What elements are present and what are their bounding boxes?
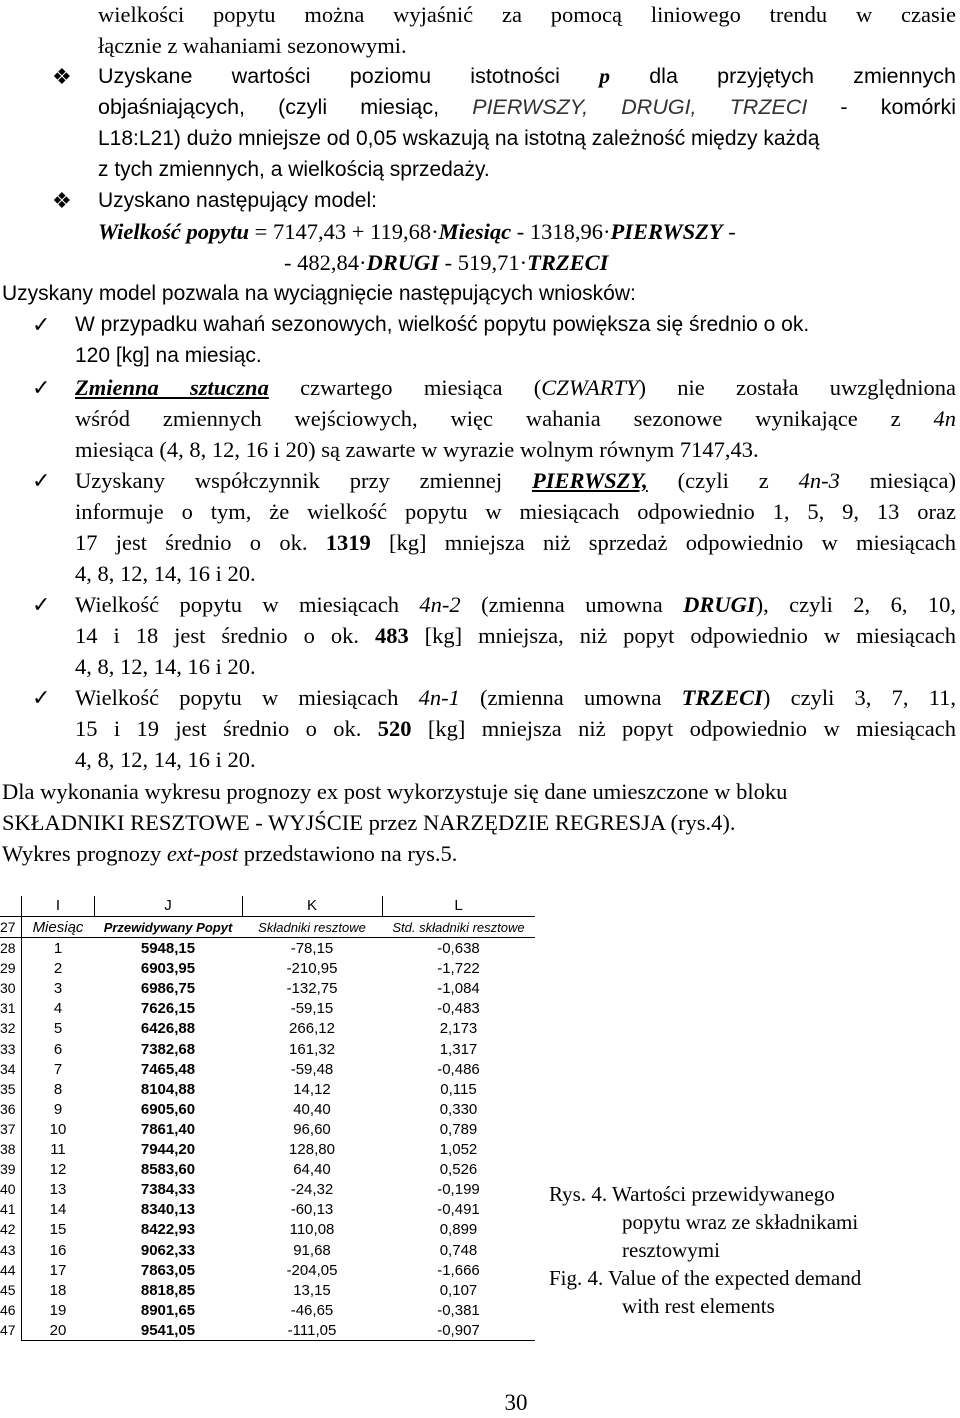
checkmark-icon: ✓ xyxy=(32,312,51,337)
final-paragraph-line: SKŁADNIKI RESZTOWE - WYJŚCIE przez NARZĘDZIE REGRESJA (rys.4). xyxy=(2,810,736,835)
cell-month: 6 xyxy=(53,1040,63,1058)
table-row xyxy=(0,1260,535,1281)
header-month: Miesiąc xyxy=(32,919,84,936)
cell-std-residual: 0,748 xyxy=(439,1241,478,1259)
cell-residual: -59,48 xyxy=(290,1060,334,1078)
table-row xyxy=(0,958,535,979)
cell-month: 4 xyxy=(53,1000,63,1018)
check-line: miesiąca (4, 8, 12, 16 i 20) są zawarte w wyrazie wolnym równym 7147,43. xyxy=(75,437,759,462)
checkmark-icon: ✓ xyxy=(32,375,51,400)
paragraph-line: wielkości popytu można wyjaśnić za pomocą liniowego trendu w czasie xyxy=(98,2,956,27)
cell-residual: 13,15 xyxy=(293,1281,331,1299)
spreadsheet-figure xyxy=(0,896,535,1341)
cell-month: 18 xyxy=(49,1281,67,1299)
cell-std-residual: -0,638 xyxy=(437,940,480,957)
cell-predicted-demand: 7626,15 xyxy=(140,1000,196,1018)
bullet-line: objaśniających, (czyli miesiąc, PIERWSZY, DRUGI, TRZECI - komórki xyxy=(98,95,956,119)
cell-month: 20 xyxy=(49,1321,67,1339)
cell-residual: -59,15 xyxy=(290,1000,334,1018)
caption-pl: resztowymi xyxy=(622,1238,720,1262)
row-number: 28 xyxy=(0,940,16,956)
cell-predicted-demand: 5948,15 xyxy=(140,940,196,957)
cell-predicted-demand: 7384,33 xyxy=(140,1181,196,1199)
cell-predicted-demand: 6905,60 xyxy=(140,1100,196,1118)
table-row xyxy=(0,978,535,999)
row-number: 39 xyxy=(0,1161,16,1178)
row-number: 38 xyxy=(0,1141,16,1157)
table-row xyxy=(0,1139,535,1160)
cell-residual: -24,32 xyxy=(290,1181,334,1199)
row-number: 34 xyxy=(0,1060,16,1077)
grid-line xyxy=(94,896,95,916)
cell-predicted-demand: 7863,05 xyxy=(140,1261,196,1279)
cell-predicted-demand: 8104,88 xyxy=(140,1080,196,1098)
caption-pl: Rys. 4. Wartości przewidywanego xyxy=(549,1182,835,1206)
row-number: 40 xyxy=(0,1181,16,1198)
cell-predicted-demand: 9541,05 xyxy=(140,1321,196,1339)
cell-predicted-demand: 6986,75 xyxy=(140,980,196,998)
table-row xyxy=(0,998,535,1019)
column-letter: K xyxy=(306,897,317,914)
grid-line xyxy=(242,896,243,916)
cell-residual: 64,40 xyxy=(293,1161,331,1179)
model-equation: - 482,84·DRUGI - 519,71·TRZECI xyxy=(284,250,609,275)
cell-residual: 14,12 xyxy=(293,1080,331,1098)
checkmark-icon: ✓ xyxy=(32,468,51,493)
cell-std-residual: 0,330 xyxy=(439,1100,478,1118)
cell-month: 15 xyxy=(49,1221,67,1239)
row-number: 37 xyxy=(0,1120,16,1137)
check-line: 4, 8, 12, 14, 16 i 20. xyxy=(75,747,256,772)
cell-residual: 91,68 xyxy=(293,1241,331,1259)
caption-en: with rest elements xyxy=(622,1294,775,1318)
bullet-line: L18:L21) dużo mniejsze od 0,05 wskazują na istotną zależność między każdą xyxy=(98,127,820,150)
bullet-line: Uzyskano następujący model: xyxy=(98,189,377,212)
table-row xyxy=(0,1179,535,1200)
table-row xyxy=(0,1280,535,1301)
cell-month: 14 xyxy=(49,1201,67,1219)
bullet-line: Uzyskane wartości poziomu istotności p dla przyjętych zmiennych xyxy=(98,64,956,88)
cell-month: 12 xyxy=(49,1161,67,1179)
cell-std-residual: -1,722 xyxy=(437,960,480,978)
table-header-row xyxy=(0,917,535,938)
row-number: 27 xyxy=(0,919,16,935)
diamond-bullet-icon: ❖ xyxy=(52,188,72,213)
cell-residual: 110,08 xyxy=(289,1221,335,1239)
paragraph-line: łącznie z wahaniami sezonowymi. xyxy=(98,33,407,58)
table-row xyxy=(0,1240,535,1261)
table-row xyxy=(0,1119,535,1140)
header-predicted-demand: Przewidywany Popyt xyxy=(103,920,233,935)
table-bottom-border xyxy=(22,1340,535,1341)
cell-month: 9 xyxy=(53,1100,63,1118)
row-number: 44 xyxy=(0,1261,16,1278)
cell-std-residual: -0,907 xyxy=(437,1321,480,1339)
cell-month: 11 xyxy=(50,1141,66,1158)
column-letter: I xyxy=(55,897,61,914)
cell-month: 19 xyxy=(49,1301,67,1319)
cell-predicted-demand: 8901,65 xyxy=(140,1301,196,1319)
cell-residual: -204,05 xyxy=(286,1261,338,1279)
check-line: Wielkość popytu w miesiącach 4n-2 (zmienna umowna DRUGI), czyli 2, 6, 10, xyxy=(75,592,956,617)
cell-residual: -60,13 xyxy=(290,1201,334,1219)
check-line: wśród zmiennych wejściowych, więc wahania sezonowe wynikające z 4n xyxy=(75,406,956,431)
table-row xyxy=(0,1320,535,1341)
diamond-bullet-icon: ❖ xyxy=(52,64,72,89)
cell-std-residual: -1,666 xyxy=(437,1261,480,1279)
row-number: 33 xyxy=(0,1040,16,1057)
cell-month: 3 xyxy=(53,980,63,998)
cell-residual: 266,12 xyxy=(289,1020,335,1038)
cell-std-residual: -0,483 xyxy=(437,1000,480,1018)
table-row xyxy=(0,1099,535,1120)
cell-std-residual: 0,107 xyxy=(439,1281,478,1299)
cell-month: 7 xyxy=(53,1060,63,1078)
cell-month: 2 xyxy=(53,960,63,978)
cell-std-residual: 0,526 xyxy=(439,1161,478,1179)
caption-en: Fig. 4. Value of the expected demand xyxy=(549,1266,862,1290)
cell-std-residual: -0,381 xyxy=(437,1301,480,1319)
final-paragraph-line: Wykres prognozy ext-post przedstawiono na rys.5. xyxy=(2,841,458,866)
cell-std-residual: 0,789 xyxy=(439,1120,478,1138)
table-row xyxy=(0,1219,535,1240)
cell-residual: -111,05 xyxy=(287,1321,337,1339)
cell-residual: 40,40 xyxy=(293,1100,331,1118)
model-equation: Wielkość popytu = 7147,43 + 119,68·Miesiąc - 1318,96·PIERWSZY - xyxy=(98,219,736,244)
check-line: informuje o tym, że wielkość popytu w miesiącach odpowiednio 1, 5, 9, 13 oraz xyxy=(75,499,956,524)
cell-std-residual: -0,491 xyxy=(437,1201,480,1219)
check-line: 14 i 18 jest średnio o ok. 483 [kg] mniejsza, niż popyt odpowiednio w miesiącach xyxy=(75,623,957,648)
column-letter: J xyxy=(164,897,172,914)
check-line: 4, 8, 12, 14, 16 i 20. xyxy=(75,561,256,586)
row-number: 36 xyxy=(0,1100,16,1117)
table-row xyxy=(0,1018,535,1039)
row-number: 41 xyxy=(0,1201,16,1218)
cell-month: 13 xyxy=(49,1181,67,1199)
cell-predicted-demand: 6426,88 xyxy=(140,1020,196,1038)
check-line: 17 jest średnio o ok. 1319 [kg] mniejsza niż sprzedaż odpowiednio w miesiącach xyxy=(75,530,956,555)
header-std-residuals: Std. składniki resztowe xyxy=(392,920,525,935)
row-number: 32 xyxy=(0,1020,16,1037)
check-line: 120 [kg] na miesiąc. xyxy=(75,344,262,367)
header-residuals: Składniki resztowe xyxy=(258,920,366,935)
cell-predicted-demand: 7861,40 xyxy=(140,1120,196,1138)
column-letter: L xyxy=(454,897,463,914)
cell-predicted-demand: 7465,48 xyxy=(140,1060,196,1078)
cell-residual: -210,95 xyxy=(286,960,338,978)
caption-pl: popytu wraz ze składnikami xyxy=(622,1210,859,1234)
cell-month: 5 xyxy=(53,1020,63,1038)
row-number: 46 xyxy=(0,1301,16,1318)
check-line: 4, 8, 12, 14, 16 i 20. xyxy=(75,654,256,679)
row-number: 43 xyxy=(0,1241,16,1258)
cell-residual: 161,32 xyxy=(289,1040,335,1058)
cell-std-residual: -1,084 xyxy=(437,980,480,998)
cell-month: 1 xyxy=(53,940,63,957)
grid-line xyxy=(21,896,22,1341)
check-line: Wielkość popytu w miesiącach 4n-1 (zmienna umowna TRZECI) czyli 3, 7, 11, xyxy=(75,685,956,710)
cell-std-residual: 0,115 xyxy=(440,1080,477,1098)
row-number: 47 xyxy=(0,1321,16,1338)
cell-std-residual: -0,199 xyxy=(437,1181,480,1199)
cell-predicted-demand: 8818,85 xyxy=(140,1281,196,1299)
table-row xyxy=(0,938,535,959)
table-row xyxy=(0,1159,535,1180)
row-number: 30 xyxy=(0,980,16,997)
table-row xyxy=(0,1079,535,1100)
cell-residual: 128,80 xyxy=(289,1141,335,1158)
check-line: 15 i 19 jest średnio o ok. 520 [kg] mniejsza niż popyt odpowiednio w miesiącach xyxy=(75,716,957,741)
bullet-line: z tych zmiennych, a wielkością sprzedaży. xyxy=(98,158,490,181)
conclusions-intro: Uzyskany model pozwala na wyciągnięcie następujących wniosków: xyxy=(2,282,636,305)
check-line: W przypadku wahań sezonowych, wielkość popytu powiększa się średnio o ok. xyxy=(75,313,810,336)
cell-residual: -46,65 xyxy=(290,1301,334,1319)
cell-std-residual: 2,173 xyxy=(439,1020,478,1038)
row-number: 31 xyxy=(0,1000,16,1017)
cell-predicted-demand: 8340,13 xyxy=(140,1201,196,1219)
cell-std-residual: 1,052 xyxy=(439,1141,478,1158)
cell-predicted-demand: 7944,20 xyxy=(140,1141,196,1158)
cell-residual: -78,15 xyxy=(290,940,334,957)
table-row xyxy=(0,1300,535,1321)
row-number: 42 xyxy=(0,1221,16,1238)
cell-month: 16 xyxy=(49,1241,67,1259)
cell-predicted-demand: 8583,60 xyxy=(140,1161,196,1179)
checkmark-icon: ✓ xyxy=(32,685,51,710)
row-number: 45 xyxy=(0,1281,16,1298)
cell-month: 10 xyxy=(49,1120,67,1138)
cell-std-residual: 1,317 xyxy=(439,1040,478,1058)
cell-predicted-demand: 6903,95 xyxy=(140,960,196,978)
cell-month: 17 xyxy=(49,1261,67,1279)
table-row xyxy=(0,1199,535,1220)
row-number: 35 xyxy=(0,1080,16,1097)
cell-predicted-demand: 9062,33 xyxy=(140,1241,196,1259)
cell-residual: 96,60 xyxy=(293,1120,331,1138)
page-number: 30 xyxy=(504,1390,528,1415)
row-number: 29 xyxy=(0,960,16,977)
grid-line xyxy=(382,896,383,916)
cell-residual: -132,75 xyxy=(286,980,338,998)
cell-predicted-demand: 8422,93 xyxy=(140,1221,196,1239)
cell-predicted-demand: 7382,68 xyxy=(140,1040,196,1058)
check-line: Uzyskany współczynnik przy zmiennej PIERWSZY, (czyli z 4n-3 miesiąca) xyxy=(75,468,956,493)
table-row xyxy=(0,1059,535,1080)
table-row xyxy=(0,1039,535,1060)
check-line: Zmienna sztuczna czwartego miesiąca (CZWARTY) nie została uwzględniona xyxy=(75,375,956,400)
final-paragraph-line: Dla wykonania wykresu prognozy ex post wykorzystuje się dane umieszczone w bloku xyxy=(2,779,788,804)
checkmark-icon: ✓ xyxy=(32,592,51,617)
cell-std-residual: 0,899 xyxy=(439,1221,478,1239)
cell-std-residual: -0,486 xyxy=(437,1060,480,1078)
cell-month: 8 xyxy=(53,1080,63,1098)
